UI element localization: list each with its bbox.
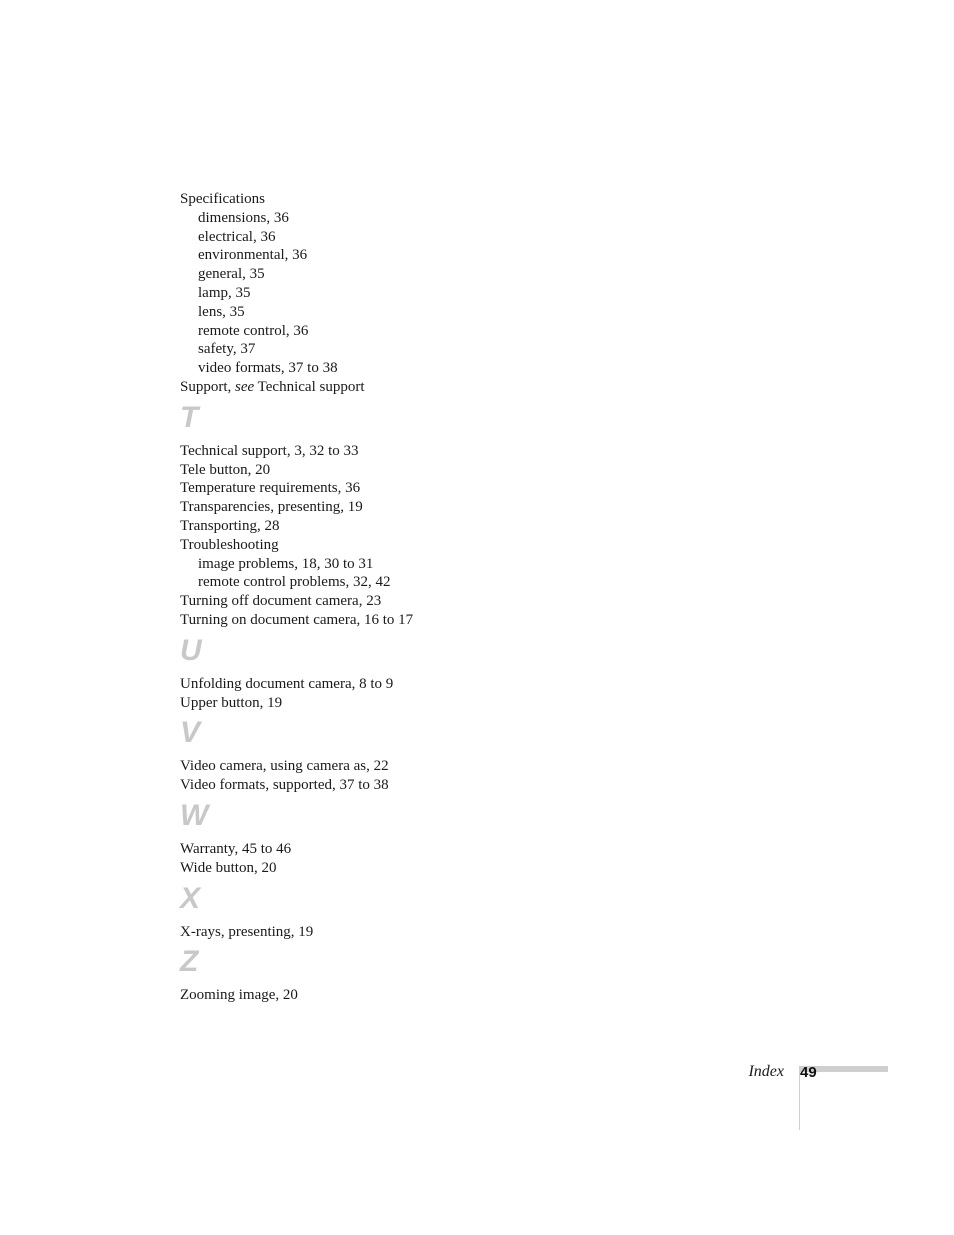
index-entry: Transporting, 28 bbox=[180, 517, 280, 534]
index-entry: Video formats, supported, 37 to 38 bbox=[180, 777, 389, 794]
index-subentry: safety, 37 bbox=[198, 341, 256, 358]
index-entry: Tele button, 20 bbox=[180, 461, 271, 478]
index-letter-z: Z bbox=[180, 945, 199, 979]
cross-reference-target: Technical support bbox=[254, 378, 365, 395]
index-letter-x: X bbox=[180, 881, 201, 915]
index-letter-v: V bbox=[180, 716, 201, 750]
index-subentry: lens, 35 bbox=[198, 303, 245, 320]
index-letter-w: W bbox=[180, 798, 209, 832]
index-entry: Technical support, 3, 32 to 33 bbox=[180, 442, 359, 459]
index-letter-t: T bbox=[180, 400, 199, 434]
see-reference: see bbox=[235, 378, 255, 395]
index-letter-u: U bbox=[180, 633, 202, 667]
index-subentry: dimensions, 36 bbox=[198, 209, 289, 226]
index-subentry: environmental, 36 bbox=[198, 247, 308, 264]
footer-section-label: Index bbox=[748, 1063, 784, 1080]
index-entry: Temperature requirements, 36 bbox=[180, 480, 361, 497]
index-entry: Video camera, using camera as, 22 bbox=[180, 758, 389, 775]
index-entry: Upper button, 19 bbox=[180, 694, 283, 711]
index-subentry: video formats, 37 to 38 bbox=[198, 360, 338, 377]
index-entry: Turning off document camera, 23 bbox=[180, 593, 382, 610]
entry-text: Support, bbox=[180, 378, 236, 395]
page-number: 49 bbox=[800, 1064, 817, 1081]
index-entry: Wide button, 20 bbox=[180, 859, 277, 876]
index-subentry: general, 35 bbox=[198, 266, 265, 283]
index-entry: Turning on document camera, 16 to 17 bbox=[180, 611, 414, 628]
index-list bbox=[180, 190, 600, 1005]
index-entry: Zooming image, 20 bbox=[180, 987, 298, 1004]
index-entry: Warranty, 45 to 46 bbox=[180, 840, 292, 857]
index-subentry: remote control, 36 bbox=[198, 322, 309, 339]
index-entry bbox=[180, 378, 600, 397]
index-entry: Specifications bbox=[180, 191, 265, 207]
index-entry: Transparencies, presenting, 19 bbox=[180, 499, 363, 516]
index-entry: Unfolding document camera, 8 to 9 bbox=[180, 675, 394, 692]
index-subentry: remote control problems, 32, 42 bbox=[198, 574, 391, 591]
index-subentry: lamp, 35 bbox=[198, 284, 251, 301]
index-subentry: electrical, 36 bbox=[198, 228, 276, 245]
index-subentry: image problems, 18, 30 to 31 bbox=[198, 555, 374, 572]
index-entry: Troubleshooting bbox=[180, 536, 279, 553]
index-entry: X-rays, presenting, 19 bbox=[180, 923, 314, 940]
